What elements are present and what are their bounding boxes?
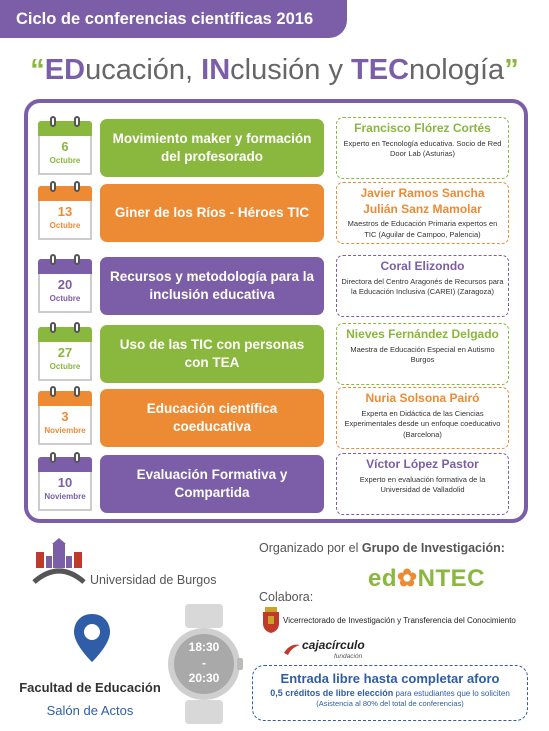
calendar-icon	[38, 391, 92, 445]
calendar-icon	[38, 186, 92, 240]
university-logo-icon	[32, 538, 86, 588]
session-talk-title: Evaluación Formativa y Compartida	[100, 455, 324, 513]
entry-title: Entrada libre hasta completar aforo	[280, 671, 500, 686]
speaker-name: Francisco Flórez Cortés	[354, 121, 491, 135]
session-row	[0, 453, 549, 515]
organized-by: Organizado por el Grupo de Investigación:	[259, 541, 505, 555]
speaker-box	[336, 453, 509, 515]
session-row	[0, 255, 549, 317]
speaker-name: Víctor López Pastor	[366, 457, 479, 471]
speaker-description: Directora del Centro Aragonés de Recursos para la Educación Inclusiva (CAREI) (Zaragoza)	[341, 276, 504, 297]
speaker-name: Javier Ramos Sancha	[360, 186, 485, 200]
calendar-icon	[38, 457, 92, 511]
speaker-description: Maestros de Educación Primaria expertos en TIC (Aguilar de Campoo, Palencia)	[347, 219, 498, 240]
session-day: 13	[57, 204, 73, 219]
flower-icon: ✿	[397, 565, 418, 592]
colabora-label: Colabora:	[259, 590, 314, 604]
session-row	[0, 323, 549, 385]
speaker-box	[336, 182, 509, 244]
session-month: Octubre	[49, 294, 81, 303]
cajacirculo-logo: cajacírculo	[302, 638, 365, 652]
speaker-name: Nieves Fernández Delgado	[346, 327, 499, 341]
session-day: 27	[57, 345, 73, 360]
room-name: Salón de Actos	[46, 703, 134, 718]
session-month: Noviembre	[44, 426, 86, 435]
speaker-name: Coral Elizondo	[380, 259, 465, 273]
calendar-icon	[38, 327, 92, 381]
session-row	[0, 182, 549, 244]
session-month: Octubre	[49, 362, 81, 371]
speaker-description: Experto en evaluación formativa de la Universidad de Valladolid	[359, 474, 486, 495]
speaker-box	[336, 387, 509, 449]
speaker-description: Maestra de Educación Especial en Autismo Burgos	[350, 344, 495, 365]
vicerrectorado-text: Vicerrectorado de Investigación y Transferencia del Conocimiento	[283, 616, 516, 625]
session-month: Octubre	[49, 156, 81, 165]
entry-note: (Asistencia al 80% del total de conferencias)	[316, 699, 464, 708]
cajacirculo-subtitle: fundación	[334, 653, 363, 660]
speaker-box	[336, 117, 509, 179]
speaker-description: Experta en Didáctica de las Ciencias Experimentales desde un enfoque coeducativo (Barcelona)	[344, 408, 501, 440]
session-day: 20	[57, 277, 73, 292]
speaker-box	[336, 323, 509, 385]
calendar-icon	[38, 259, 92, 313]
shield-icon	[262, 607, 280, 633]
location-pin-icon	[72, 612, 112, 664]
schedule-time: 18:30 - 20:30	[188, 640, 220, 686]
session-day: 10	[57, 475, 73, 490]
entry-credits: 0,5 créditos de libre elección para estudiantes que lo soliciten	[270, 688, 510, 698]
session-talk-title: Giner de los Ríos - Héroes TIC	[100, 184, 324, 242]
banner: Ciclo de conferencias científicas 2016	[0, 0, 347, 38]
speaker-box	[336, 255, 509, 317]
entry-info-box	[252, 665, 528, 721]
speaker-name: Nuria Solsona Pairó	[365, 391, 480, 405]
session-day: 3	[61, 409, 69, 424]
speaker-name-2: Julián Sanz Mamolar	[363, 201, 482, 216]
session-talk-title: Recursos y metodología para la inclusión educativa	[100, 257, 324, 315]
university-name: Universidad de Burgos	[90, 573, 217, 587]
speaker-description: Experto en Tecnología educativa. Socio de Red Door Lab (Asturias)	[343, 138, 502, 159]
faculty-name: Facultad de Educación	[19, 680, 161, 695]
main-title: “EDucación, INclusión y TECnología”	[30, 54, 519, 86]
session-month: Octubre	[49, 221, 81, 230]
session-talk-title: Uso de las TIC con personas con TEA	[100, 325, 324, 383]
edintec-logo: ed✿NTEC	[368, 565, 485, 592]
session-row	[0, 117, 549, 179]
session-talk-title: Movimiento maker y formación del profesorado	[100, 119, 324, 177]
calendar-icon	[38, 121, 92, 175]
session-day: 6	[61, 139, 69, 154]
cajacirculo-swoosh-icon	[282, 641, 302, 657]
session-month: Noviembre	[44, 492, 86, 501]
session-talk-title: Educación científica coeducativa	[100, 389, 324, 447]
session-row	[0, 387, 549, 449]
